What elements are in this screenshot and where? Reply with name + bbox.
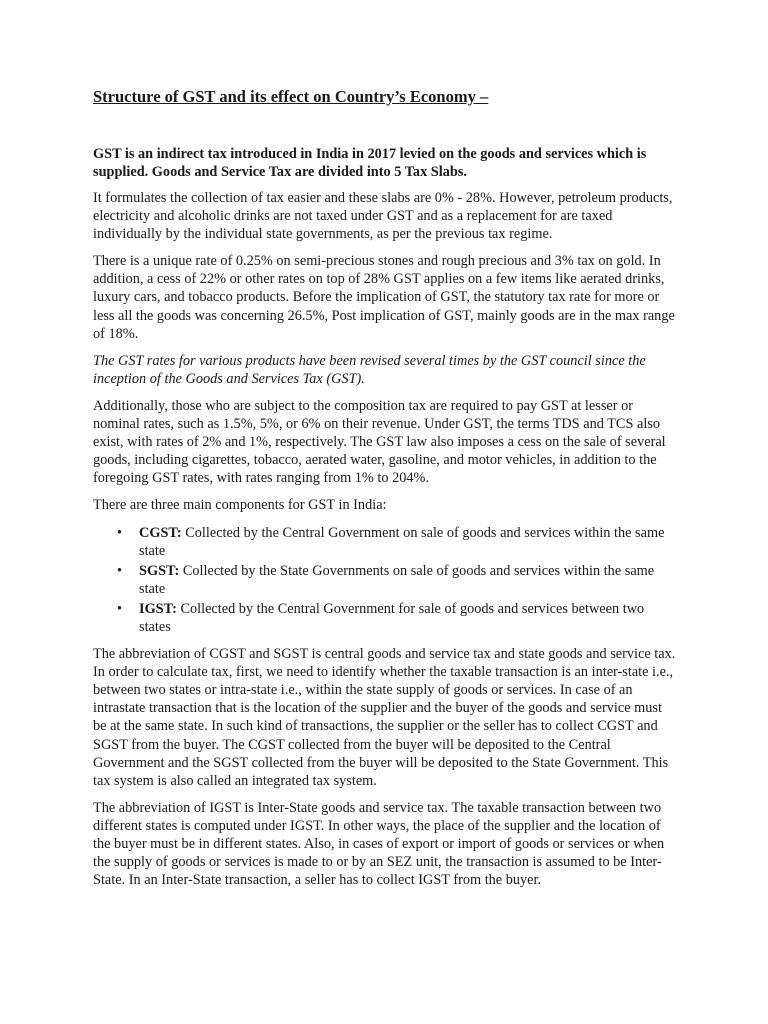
document-title: Structure of GST and its effect on Country’s Economy – (93, 87, 489, 106)
gst-components-list (93, 524, 676, 637)
component-desc-sgst: Collected by the State Governments on sale of goods and services within the same state (139, 562, 655, 597)
component-desc-igst: Collected by the Central Government for sale of goods and services between two states (139, 600, 645, 635)
bullet-icon: • (117, 600, 123, 617)
component-desc-cgst: Collected by the Central Government on sale of goods and services within the same state (139, 524, 665, 559)
bullet-icon: • (117, 562, 123, 579)
list-item (117, 524, 676, 560)
italic-note: The GST rates for various products have been revised several times by the GST council since the inception of the Goods and Services Tax (GST). (93, 352, 646, 387)
paragraph-tax-slabs: It formulates the collection of tax easier and these slabs are 0% - 28%. However, petroleum products, electricity and alcoholic drinks are not taxed under GST and as a replacement for are taxed individually by the individual state governments, as per the previous tax regime. (93, 190, 673, 243)
paragraph-igst: The abbreviation of IGST is Inter-State goods and service tax. The taxable transaction between two different states is computed under IGST. In other ways, the place of the supplier and the location of the buyer must be in different states. Also, in cases of export or import of goods or services or when the supply of goods or services is made to or by an SEZ unit, the transaction is assumed to be Inter-State. In an Inter-State transaction, a seller has to collect IGST from the buyer. (93, 799, 665, 889)
paragraph-cgst-sgst: The abbreviation of CGST and SGST is central goods and service tax and state goods and service tax. In order to calculate tax, first, we need to identify whether the taxable transaction is an inter-state i.e., between two states or intra-state i.e., within the state supply of goods or services. In case of an intrastate transaction that is the location of the supplier and the buyer of the goods and service must be at the same state. In such kind of transactions, the supplier or the seller has to collect CGST and SGST from the buyer. The CGST collected from the buyer will be deposited to the Central Government and the SGST collected from the buyer will be deposited to the State Government. This tax system is also called an integrated tax system. (93, 646, 676, 789)
component-term-igst: IGST: (139, 600, 177, 617)
paragraph-unique-rates: There is a unique rate of 0.25% on semi-precious stones and rough precious and 3% tax on gold. In addition, a cess of 22% or other rates on top of 28% GST applies on a few items like aerated drinks, luxury cars, and tobacco products. Before the implication of GST, the statutory tax rate for more or less all the goods was concerning 26.5%, Post implication of GST, mainly goods are in the max range of 18%. (93, 253, 675, 342)
bullet-icon: • (117, 524, 123, 541)
list-intro: There are three main components for GST in India: (93, 497, 387, 514)
intro-bold-paragraph: GST is an indirect tax introduced in India in 2017 levied on the goods and services which is supplied. Goods and Service Tax are divided into 5 Tax Slabs. (93, 146, 647, 180)
list-item (117, 562, 676, 598)
paragraph-composition-tax: Additionally, those who are subject to the composition tax are required to pay GST at lesser or nominal rates, such as 1.5%, 5%, or 6% on their revenue. Under GST, the terms TDS and TCS also exist, with rates of 2% and 1%, respectively. The GST law also imposes a cess on the sale of several goods, including cigarettes, tobacco, aerated water, gasoline, and motor vehicles, in addition to the foregoing GST rates, with rates ranging from 1% to 204%. (93, 397, 666, 487)
list-item (117, 600, 676, 636)
component-term-sgst: SGST: (139, 562, 180, 579)
component-term-cgst: CGST: (139, 524, 182, 541)
